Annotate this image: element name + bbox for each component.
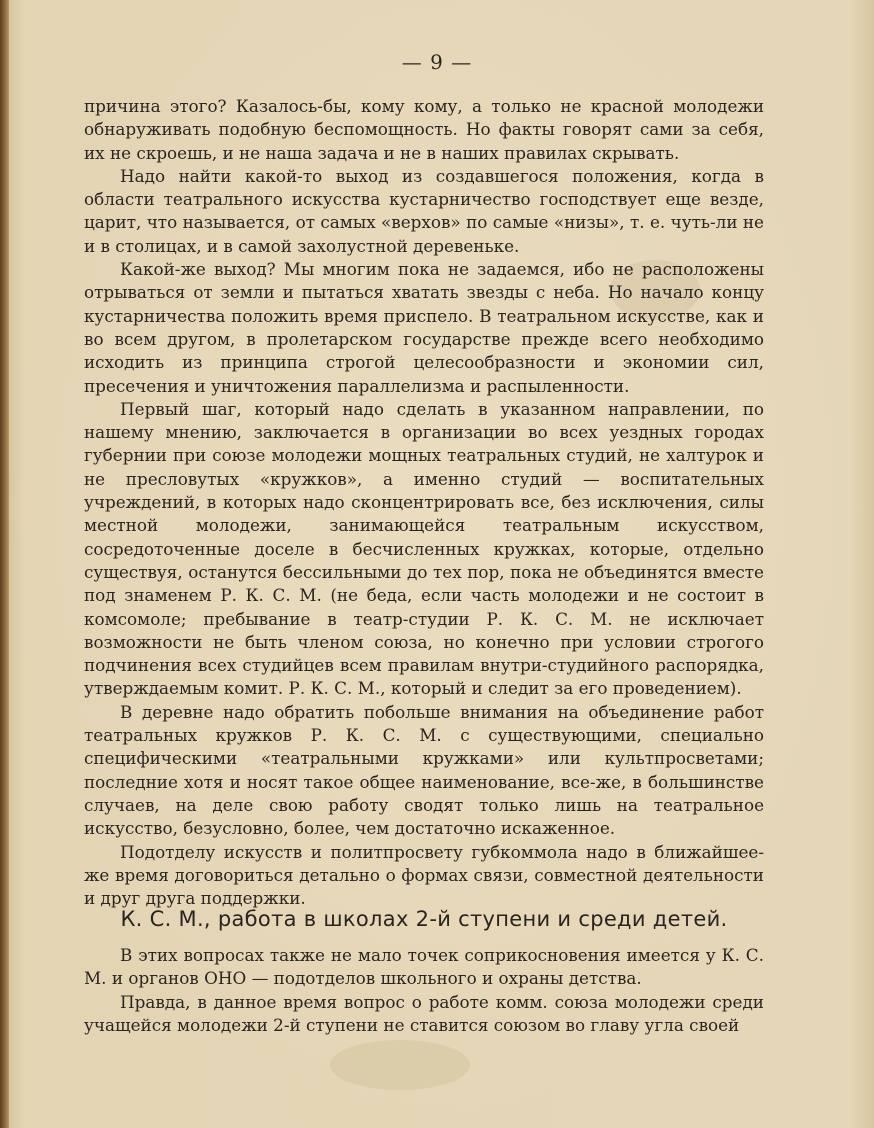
section-body-text (84, 944, 764, 1037)
paragraph: Какой-же выход? Мы многим пока не задаемся, ибо не расположены отрываться от земли и пытаться хватать звезды с неба. Но начало концу кустарничества положить время приспело. В театральном искусстве, как и во всем другом, в пролетарском государстве прежде всего необходимо исходить из принципа строгой целесообразности и экономии сил, пресечения и уничтожения параллелизма и распыленности. (84, 259, 764, 396)
paper-stain (330, 1040, 470, 1090)
page-number: — 9 — (401, 50, 473, 74)
paragraph: Правда, в данное время вопрос о работе комм. союза молодежи среди учащейся молодежи 2-й ступени не ставится союзом во главу угла своей (84, 991, 764, 1035)
body-text (84, 95, 764, 910)
paragraph: причина этого? Казалось-бы, кому кому, а только не красной молодежи обнаруживать подобную беспомощность. Но факты говорят сами за себя, их не скроешь, и не наша задача и не в наших правилах скрывать. (84, 96, 764, 163)
paragraph: Подотделу искусств и политпросвету губкоммола надо в ближайшее-же время договориться детально о формах связи, совместной деятельности и друг друга поддержки. (84, 841, 764, 909)
paragraph: Первый шаг, который надо сделать в указанном направлении, по нашему мнению, заключается в организации во всех уездных городах губернии при союзе молодежи мощных театральных студий, не халтурок и не пресловутых «кружков», а именно студий — воспитательных учреждений, в которых надо сконцентрировать все, без исключения, силы местной молодежи, занимающейся театральным искусством, сосредоточенные доселе в бесчисленных кружках, которые, отдельно существуя, останутся бессильными до тех пор, пока не объединятся вместе под знаменем Р. К. С. М. (не беда, если часть молодежи и не состоит в комсомоле; пребывание в театр-студии Р. К. С. М. не исключает возможности не быть членом союза, но конечно при условии строгого подчинения всех студийцев всем правилам внутри-студийного распорядка, утверждаемым комит. Р. К. С. М., который и следит за его проведением). (84, 398, 764, 699)
paragraph: В деревне надо обратить побольше внимания на объединение работ театральных кружков Р. К. С. М. с существующими, специально специфическими «театральными кружками» или культпросветами; последние хотя и носят такое общее наименование, все-же, в большинстве случаев, на деле свою работу сводят только лишь на театральное искусство, безусловно, более, чем достаточно искаженное. (84, 701, 764, 839)
section-heading: К. С. М., работа в школах 2-й ступени и среди детей. (120, 907, 728, 931)
page-binding-edge (0, 0, 9, 1128)
paragraph: Надо найти какой-то выход из создавшегося положения, когда в области театрального искусства кустарничество господствует еще везде, царит, что называется, от самых «верхов» по самые «низы», т. е. чуть-ли не и в столицах, и в самой захолустной деревеньке. (84, 165, 764, 256)
paragraph: В этих вопросах также не мало точек соприкосновения имеется у К. С. М. и органов ОНО — подотделов школьного и охраны детства. (84, 945, 764, 989)
